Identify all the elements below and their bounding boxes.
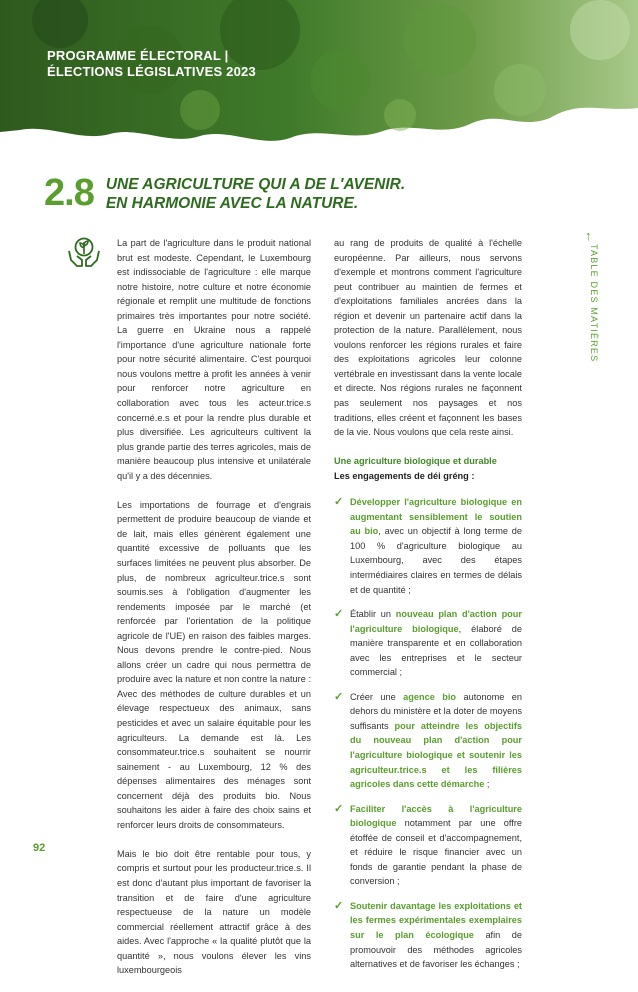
header-banner (0, 0, 638, 150)
checkmark-icon: ✓ (334, 899, 344, 912)
page-number: 92 (33, 842, 46, 854)
commitment-item (334, 899, 522, 972)
section-number: 2.8 (44, 172, 94, 214)
program-title (47, 48, 256, 80)
text-column-right (334, 236, 522, 982)
checkmark-icon: ✓ (334, 802, 344, 815)
commitment-text: autonome en dehors du ministère et la doter de moyens suffisants (350, 691, 522, 731)
commitment-item (334, 607, 522, 680)
commitment-text: , avec un objectif à long terme de 100 % d'agriculture biologique au Luxembourg, avec des étapes intermédiaires claires en termes de délais et de quantité ; (350, 526, 523, 595)
commitment-highlight: Soutenir davantage les exploitations et les fermes expérimentales exemplaires sur le plan écologique (350, 900, 522, 941)
commitments-heading: Les engagements de déi gréng : (334, 470, 475, 481)
commitment-text: afin de promouvoir des méthodes agricoles alternatives et de favoriser les échanges ; (350, 930, 523, 970)
checkmark-icon: ✓ (334, 608, 344, 621)
paragraph: La part de l'agriculture dans le produit national brut est modeste. Cependant, le Luxembourg est indissociable de l'agriculture : elle marque notre histoire, notre culture et notre économie régionale et remplit une multitude de fonctions primaires très importantes pour notre société. La guerre en Ukraine nous a rappelé l'importance d'une agriculture nationale forte pour notre sécurité alimentaire. C'est pourquoi nous voulons mettre à profit les années à venir pour renforcer notre agriculture en collaboration avec tous les acteur.trice.s concerné.e.s et pour la rendre plus durable et plus diversifiée. Les agriculteurs cultivent la plus grande partie des terres agricoles, mais de manière beaucoup plus intensive et unilatérale qu'il y a des décennies. (117, 238, 311, 481)
commitment-highlight: pour atteindre les objectifs du nouveau plan d'action pour l'agriculture biologique et soutenir les agriculteur.trice.s et les filières agricoles dans cette démarche (350, 720, 522, 790)
paragraph: Les importations de fourrage et d'engrais permettent de produire beaucoup de viande et de lait, mais elles génèrent également une quantité excessive de polluants que les surfaces limitées ne peuvent plus absorber. De plus, de nombreux agriculteur.trice.s sont soumis.ses à l'obligation d'augmenter les rendements imposée par le marché (et renforcée par l'orientation de la politique agricole de l'UE) en raison des faibles marges. Nous devons prendre le contre-pied. Nous allons créer un cadre qui nous permettra de produire avec la nature et non contre la nature : Avec des méthodes de culture durables et un élevage respectueux des animaux, sans pesticides et avec un salaire équitable pour les agriculteurs. La demande est là. Les consommateur.trice.s souhaitent se nourrir sainement - au Luxembourg, 12 % des dépenses alimentaires des ménages sont concernent déjà des produits bio. Nous souhaitons les aider à faire des choix sains et renforcer leurs droits de consommateurs. (117, 499, 311, 830)
section-title-line2: EN HARMONIE AVEC LA NATURE. (105, 195, 359, 212)
commitment-text: ; (484, 779, 490, 790)
section-title-line1: UNE AGRICULTURE QUI A DE L'AVENIR. (105, 176, 406, 193)
section-title (106, 175, 405, 213)
paragraph: au rang de produits de qualité à l'échelle européenne. Par ailleurs, nous servons d'exemple et montrons comment l'agriculture peut contribuer au maintien de fermes et d'exploitations familiales ancrées dans la région et devenir un partenaire actif dans la protection de la nature. Parallèlement, nous voulons renforcer les régions rurales et faire des exploitations agricoles leur colonne vertébrale en investissant dans la vente locale et directe. Nos régions rurales ne façonnent pas seulement nos paysages et nos traditions, elles créent et façonnent les bases de la vie. Nous voulons que cela reste ainsi. (334, 238, 522, 438)
commitment-item (334, 802, 522, 889)
commitment-text: Établir un (350, 609, 396, 620)
toc-link[interactable] (585, 228, 599, 363)
checkmark-icon: ✓ (334, 496, 344, 509)
program-title-line1: PROGRAMME ÉLECTORAL | (47, 48, 229, 63)
text-column-left (117, 236, 311, 992)
commitment-item (334, 495, 522, 597)
commitment-text: , élaboré de manière transparente et en collaboration avec les entreprises et le secteur commercial ; (350, 623, 522, 678)
plant-in-hands-icon (67, 236, 101, 270)
section-heading (44, 172, 405, 214)
arrow-up-icon: ↑ (585, 228, 592, 243)
subsection-heading: Une agriculture biologique et durable (334, 456, 497, 467)
toc-label[interactable]: TABLE DES MATIÈRES (589, 244, 599, 363)
commitment-highlight: agence bio (403, 691, 457, 702)
commitment-item (334, 690, 522, 792)
commitment-highlight: nouveau plan d'action pour l'agriculture biologique (350, 609, 522, 634)
commitment-highlight: Faciliter l'accès à l'agriculture biologique (350, 803, 522, 829)
commitment-highlight: Développer l'agriculture biologique en augmentant sensiblement le soutien au bio (350, 497, 522, 537)
paragraph: Mais le bio doit être rentable pour tous, y compris et surtout pour les producteur.trice.s. Il est donc d'autant plus important de favoriser la transition et de faire d'une agriculture respectueuse de la nature un modèle commercial réellement attractif grâce à des aides. Avec l'approche « la qualité plutôt que la quantité », nous voulons élever les vins luxembourgeois (117, 848, 311, 976)
commitment-text: notamment par une offre étoffée de conseil et d'accompagnement, et réduire le risque financier avec un fonds de garantie pendant la phase de conversion ; (350, 818, 522, 887)
checkmark-icon: ✓ (334, 690, 344, 703)
program-title-line2: ÉLECTIONS LÉGISLATIVES 2023 (47, 64, 256, 79)
commitment-text: Créer une (350, 691, 404, 702)
